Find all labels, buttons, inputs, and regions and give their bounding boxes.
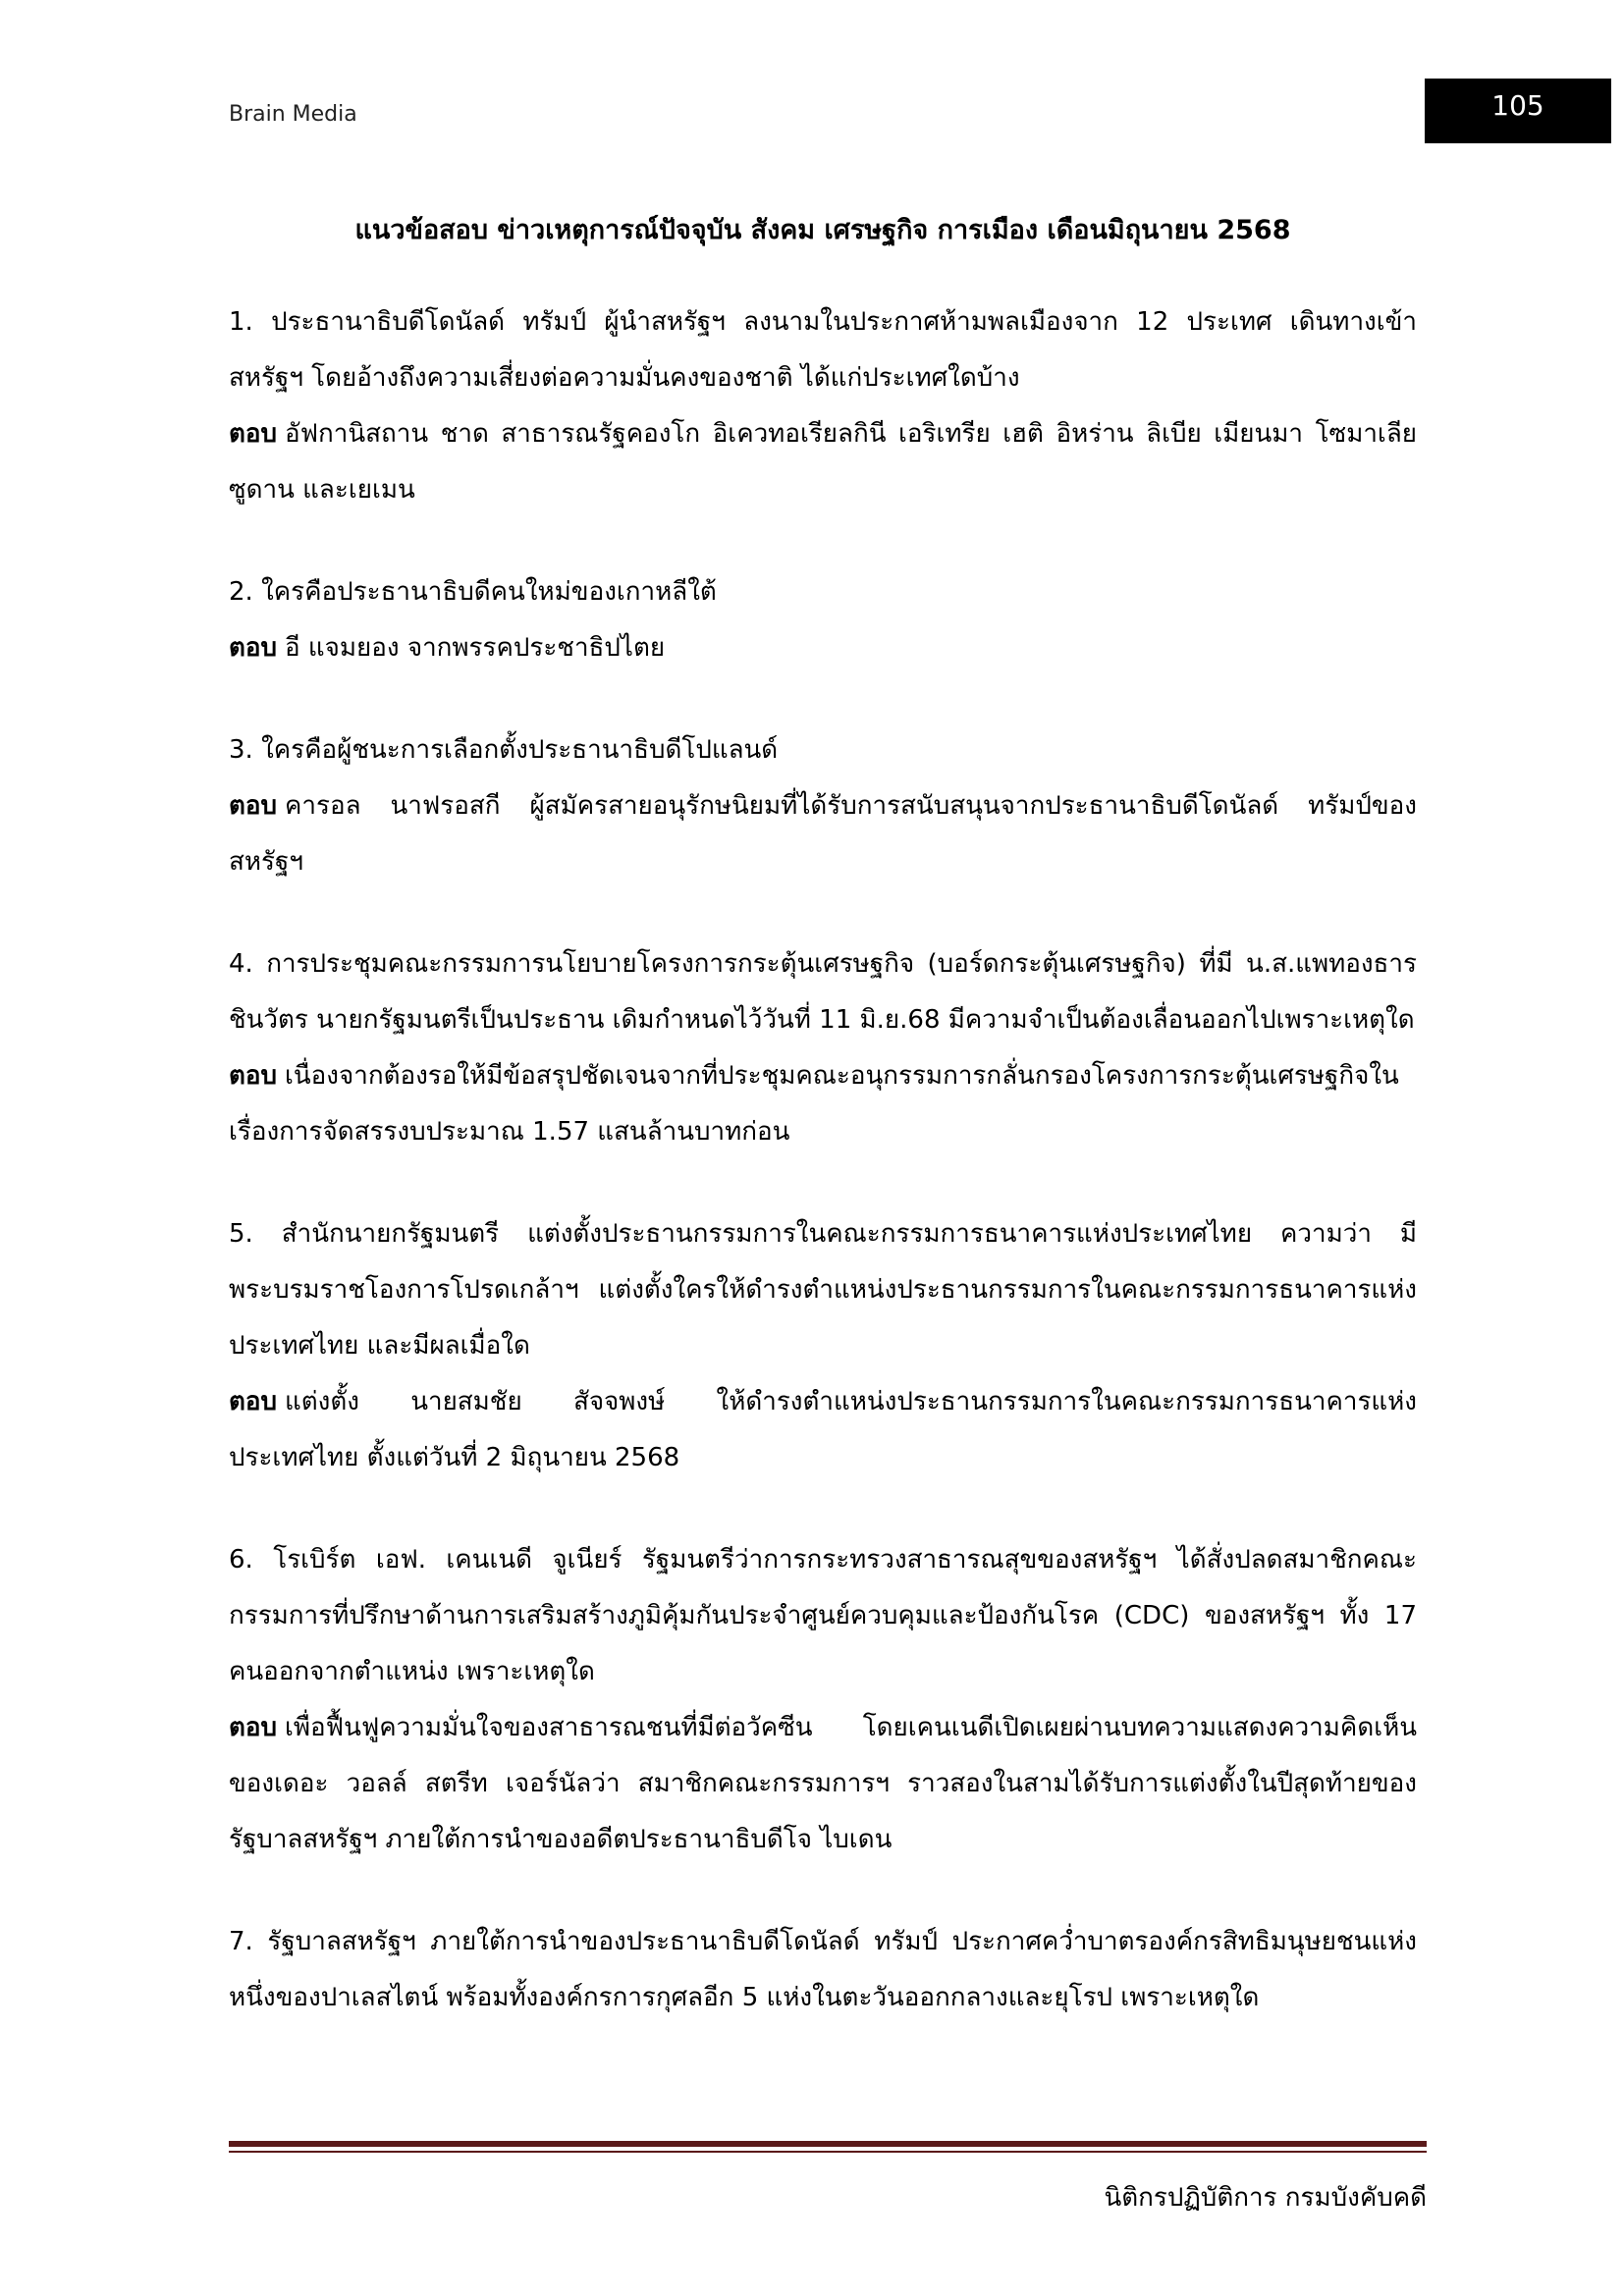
answer-label: ตอบ (229, 1061, 278, 1091)
answer-label: ตอบ (229, 1387, 278, 1416)
page-number-box (1425, 79, 1611, 143)
question-block-3 (229, 722, 1417, 890)
footer-rule (229, 2141, 1427, 2153)
question-text-2: 2. ใครคือประธานาธิบดีคนใหม่ของเกาหลีใต้ (229, 577, 717, 607)
question-text-4: 4. การประชุมคณะกรรมการนโยบายโครงการกระตุ้นเศรษฐกิจ (บอร์ดกระตุ้นเศรษฐกิจ) ที่มี น.ส.แพทองธาร ชินวัตร นายกรัฐมนตรีเป็นประธาน เดิมกำหนดไว้วันที่ 11 มิ.ย.68 มีความจำเป็นต้องเลื่อนออกไปเพราะเหตุใด (229, 949, 1417, 1035)
question-block-1 (229, 294, 1417, 518)
answer-6 (229, 1700, 1417, 1868)
question-block-5 (229, 1206, 1417, 1486)
answer-label: ตอบ (229, 633, 278, 663)
answer-1 (229, 406, 1417, 518)
document-title: แนวข้อสอบ ข่าวเหตุการณ์ปัจจุบัน สังคม เศรษฐกิจ การเมือง เดือนมิถุนายน 2568 (354, 215, 1291, 245)
question-block-2 (229, 564, 1417, 676)
footer-rule-thin (229, 2151, 1427, 2153)
footer-rule-thick (229, 2141, 1427, 2147)
question-block-4 (229, 936, 1417, 1160)
answer-text-6: เพื่อฟื้นฟูความมั่นใจของสาธารณชนที่มีต่อวัคซีน โดยเคนเนดีเปิดเผยผ่านบทความแสดงความคิดเห็นของเดอะ วอลล์ สตรีท เจอร์นัลว่า สมาชิกคณะกรรมการฯ ราวสองในสามได้รับการแต่งตั้งในปีสุดท้ายของรัฐบาลสหรัฐฯ ภายใต้การนำของอดีตประธานาธิบดีโจ ไบเดน (229, 1713, 1417, 1854)
answer-2 (229, 620, 1417, 676)
question-list (229, 294, 1417, 2072)
question-text-5: 5. สำนักนายกรัฐมนตรี แต่งตั้งประธานกรรมการในคณะกรรมการธนาคารแห่งประเทศไทย ความว่า มีพระบรมราชโองการโปรดเกล้าฯ แต่งตั้งใครให้ดำรงตำแหน่งประธานกรรมการในคณะกรรมการธนาคารแห่งประเทศไทย และมีผลเมื่อใด (229, 1219, 1417, 1361)
answer-text-1: อัฟกานิสถาน ชาด สาธารณรัฐคองโก อิเควทอเรียลกินี เอริเทรีย เฮติ อิหร่าน ลิเบีย เมียนมา โซมาเลีย ซูดาน และเยเมน (229, 419, 1417, 505)
page-number: 105 (1491, 89, 1544, 122)
question-block-6 (229, 1532, 1417, 1868)
answer-label: ตอบ (229, 419, 278, 449)
answer-text-4: เนื่องจากต้องรอให้มีข้อสรุปชัดเจนจากที่ประชุมคณะอนุกรรมการกลั่นกรองโครงการกระตุ้นเศรษฐกิจในเรื่องการจัดสรรงบประมาณ 1.57 แสนล้านบาทก่อน (229, 1061, 1399, 1147)
answer-4 (229, 1048, 1417, 1160)
question-text-1: 1. ประธานาธิบดีโดนัลด์ ทรัมป์ ผู้นำสหรัฐฯ ลงนามในประกาศห้ามพลเมืองจาก 12 ประเทศ เดินทางเข้าสหรัฐฯ โดยอ้างถึงความเสี่ยงต่อความมั่นคงของชาติ ได้แก่ประเทศใดบ้าง (229, 307, 1417, 393)
question-text-6: 6. โรเบิร์ต เอฟ. เคนเนดี จูเนียร์ รัฐมนตรีว่าการกระทรวงสาธารณสุขของสหรัฐฯ ได้สั่งปลดสมาชิกคณะกรรมการที่ปรึกษาด้านการเสริมสร้างภูมิคุ้มกันประจำศูนย์ควบคุมและป้องกันโรค (CDC) ของสหรัฐฯ ทั้ง 17 คนออกจากตำแหน่ง เพราะเหตุใด (229, 1545, 1417, 1686)
answer-3 (229, 778, 1417, 890)
question-block-7 (229, 1914, 1417, 2026)
header-brand: Brain Media (229, 102, 357, 127)
footer-text: นิติกรปฏิบัติการ กรมบังคับคดี (1104, 2183, 1427, 2213)
question-text-7: 7. รัฐบาลสหรัฐฯ ภายใต้การนำของประธานาธิบดีโดนัลด์ ทรัมป์ ประกาศคว่ำบาตรองค์กรสิทธิมนุษยชนแห่งหนึ่งของปาเลสไตน์ พร้อมทั้งองค์กรการกุศลอีก 5 แห่งในตะวันออกกลางและยุโรป เพราะเหตุใด (229, 1927, 1417, 2012)
answer-label: ตอบ (229, 791, 278, 821)
answer-label: ตอบ (229, 1713, 278, 1742)
answer-5 (229, 1374, 1417, 1486)
answer-text-3: คารอล นาฟรอสกี ผู้สมัครสายอนุรักษนิยมที่ได้รับการสนับสนุนจากประธานาธิบดีโดนัลด์ ทรัมป์ของสหรัฐฯ (229, 791, 1417, 877)
question-text-3: 3. ใครคือผู้ชนะการเลือกตั้งประธานาธิบดีโปแลนด์ (229, 735, 779, 765)
answer-text-2: อี แจมยอง จากพรรคประชาธิปไตย (285, 633, 666, 663)
answer-text-5: แต่งตั้ง นายสมชัย สัจจพงษ์ ให้ดำรงตำแหน่งประธานกรรมการในคณะกรรมการธนาคารแห่งประเทศไทย ตั้งแต่วันที่ 2 มิถุนายน 2568 (229, 1387, 1417, 1472)
